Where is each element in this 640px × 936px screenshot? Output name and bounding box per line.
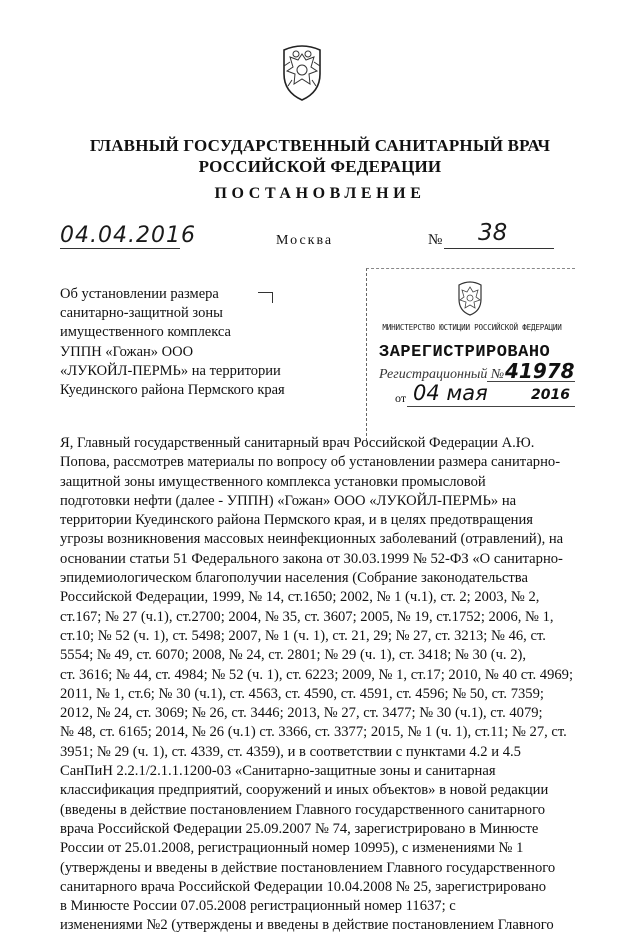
- body-line: 2011, № 1, ст.6; № 30 (ч.1), ст. 4563, ст. 4590, ст. 4591, ст. 4596; № 50, ст. 7359;: [60, 685, 544, 702]
- subject-line: «ЛУКОЙЛ-ПЕРМЬ» на территории: [60, 362, 281, 379]
- body-line: основании статьи 51 Федерального закона от 30.03.1999 № 52-ФЗ «О санитарно-: [60, 550, 563, 567]
- stamp-emblem-icon: [453, 277, 487, 317]
- stamp-regno-underline: [487, 381, 575, 382]
- subject-line: УППН «Гожан» ООО: [60, 343, 194, 360]
- subject-line: имущественного комплекса: [60, 324, 231, 341]
- document-subject: [60, 285, 285, 400]
- date-underline: [60, 248, 180, 249]
- body-line: территории Куединского района Пермского края, и в целях предотвращения: [60, 512, 534, 529]
- subject-line: Куединского района Пермского края: [60, 382, 285, 399]
- stamp-date-underline: [407, 406, 575, 407]
- body-line: (введены в действие постановлением Главного государственного санитарного: [60, 801, 546, 818]
- body-line: России от 25.01.2008, регистрационный номер 10995), с изменениями № 1: [60, 840, 524, 857]
- body-line: № 48, ст. 6165; 2014, № 26 (ч.1) ст. 3366, ст. 3377; 2015, № 1 (ч. 1), ст.11; № 27, ст.: [60, 724, 567, 741]
- stamp-registered-label: ЗАРЕГИСТРИРОВАНО: [379, 343, 551, 362]
- document-type-title: ПОСТАНОВЛЕНИЕ: [214, 185, 426, 202]
- issuer-title-line2: РОССИЙСКОЙ ФЕДЕРАЦИИ: [198, 157, 442, 176]
- subject-line: санитарно-защитной зоны: [60, 305, 223, 322]
- body-line: изменениями №2 (утверждены и введены в действие постановлением Главного: [60, 917, 554, 934]
- number-underline: [444, 248, 554, 249]
- stamp-date-prefix: от: [395, 391, 407, 405]
- stamp-ministry-name: МИНИСТЕРСТВО ЮСТИЦИИ РОССИЙСКОЙ ФЕДЕРАЦИИ: [382, 323, 562, 332]
- stamp-regno-label: Регистрационный №: [379, 367, 505, 382]
- number-label: №: [428, 232, 443, 248]
- document-number: 38: [478, 220, 508, 246]
- body-line: классификация предприятий, сооружений и иных объектов» в новой редакции: [60, 782, 549, 799]
- subject-corner-bracket: [258, 292, 273, 303]
- body-line: санитарного врача Российской Федерации 10.04.2008 № 25, зарегистрировано: [60, 878, 547, 895]
- stamp-registration-date: 04 мая: [413, 381, 488, 405]
- body-line: 3951; № 29 (ч. 1), ст. 4339, ст. 4359), и в соответствии с пунктами 4.2 и 4.5: [60, 743, 521, 760]
- body-line: (утверждены и введены в действие постановлением Главного государственного: [60, 859, 556, 876]
- coat-of-arms-emblem: [276, 40, 328, 102]
- body-line: в Минюсте России 07.05.2008 регистрационный номер 11637; с: [60, 898, 456, 915]
- body-line: ст.10; № 52 (ч. 1), ст. 5498; 2007, № 1 (ч. 1), ст. 21, 29; № 27, ст. 3213; № 46, ст.: [60, 627, 546, 644]
- body-line: ст.167; № 27 (ч.1), ст.2700; 2004, № 35, ст. 3607; 2005, № 19, ст.1752; 2006, № 1,: [60, 608, 554, 625]
- body-line: ст. 3616; № 44, ст. 4984; № 52 (ч. 1), ст. 6223; 2009, № 1, ст.17; 2010, № 40 ст. 4969;: [60, 666, 574, 683]
- document-date: 04.04.2016: [60, 223, 196, 248]
- body-line: угрозы возникновения массовых неинфекционных заболеваний (отравлений), на: [60, 531, 564, 548]
- body-line: 5554; № 49, ст. 6070; 2008, № 24, ст. 2801; № 29 (ч. 1), ст. 3418; № 30 (ч. 2),: [60, 647, 527, 664]
- body-line: СанПиН 2.2.1/2.1.1.1200-03 «Санитарно-защитные зоны и санитарная: [60, 763, 496, 780]
- document-body: [60, 434, 580, 936]
- subject-line: Об установлении размера: [60, 286, 219, 302]
- stamp-registration-year: 2016: [531, 387, 570, 403]
- body-line: защитной зоны имущественного комплекса установки промысловой: [60, 473, 486, 490]
- body-line: эпидемиологическом благополучии населения (Собрание законодательства: [60, 570, 528, 587]
- body-line: подготовки нефти (далее - УППН) «Гожан» ООО «ЛУКОЙЛ-ПЕРМЬ» на: [60, 492, 517, 509]
- body-line: Российской Федерации, 1999, № 14, ст.1650; 2002, № 1 (ч.1), ст. 2; 2003, № 2,: [60, 589, 540, 606]
- stamp-registration-number: 41978: [505, 359, 575, 383]
- issuer-title-line1: ГЛАВНЫЙ ГОСУДАРСТВЕННЫЙ САНИТАРНЫЙ ВРАЧ: [89, 136, 551, 155]
- body-line: 2012, № 24, ст. 3069; № 26, ст. 3446; 2013, № 27, ст. 3477; № 30 (ч.1), ст. 4079;: [60, 705, 543, 722]
- body-line: врача Российской Федерации 25.09.2007 № 74, зарегистрировано в Минюсте: [60, 820, 539, 837]
- registration-stamp: [366, 268, 575, 441]
- document-city: Москва: [276, 233, 334, 248]
- body-line: Я, Главный государственный санитарный врач Российской Федерации А.Ю.: [60, 435, 535, 451]
- body-line: Попова, рассмотрев материалы по вопросу об установлении размера санитарно-: [60, 454, 561, 471]
